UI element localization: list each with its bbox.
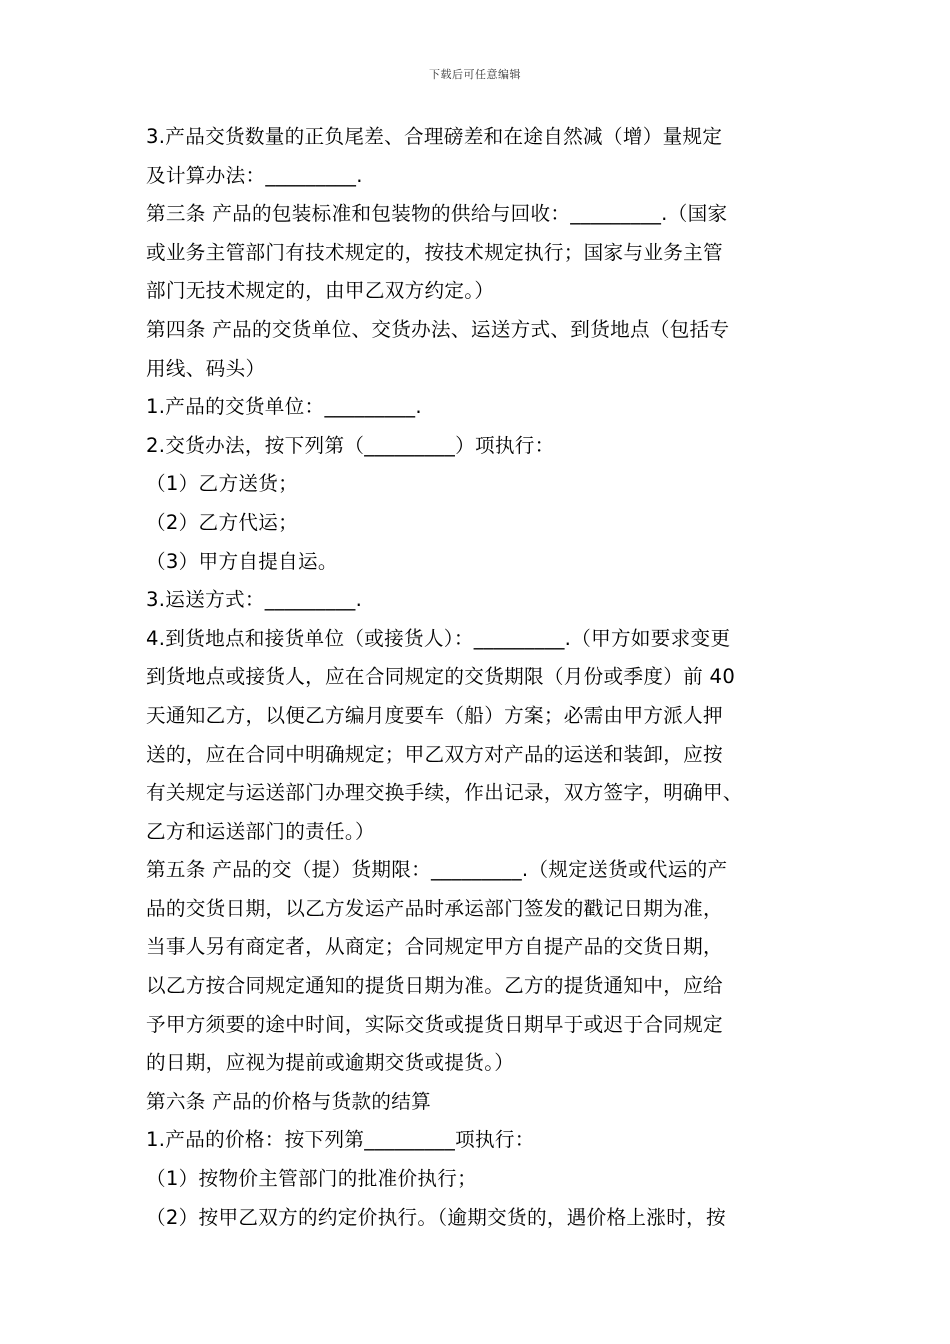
text-line: 予甲方须要的途中时间，实际交货或提货日期早于或迟于合同规定 [146,1012,723,1036]
text-line: 有关规定与运送部门办理交换手续，作出记录，双方签字，明确甲、 [146,781,743,805]
text-line: 部门无技术规定的，由甲乙双方约定。） [146,279,495,303]
text-line: 用线、码头） [146,356,266,380]
text-line: （2）乙方代运； [146,510,299,534]
text-line: 的日期，应视为提前或逾期交货或提货。） [146,1051,515,1075]
text-line: （3）甲方自提自运。 [146,549,338,573]
text-line: 以乙方按合同规定通知的提货日期为准。乙方的提货通知中，应给 [146,974,723,998]
text-line: 4.到货地点和接货单位（或接货人）：_________.（甲方如要求变更 [146,626,731,650]
text-line: 或业务主管部门有技术规定的，按技术规定执行；国家与业务主管 [146,240,723,264]
text-line: 第六条 产品的价格与货款的结算 [146,1089,432,1113]
text-line: （1）乙方送货； [146,472,299,496]
text-line: 1.产品的交货单位：_________. [146,395,422,419]
page-header: 下载后可任意编辑 [429,68,521,81]
text-line: 及计算办法：_________. [146,163,363,187]
text-line: 3.产品交货数量的正负尾差、合理磅差和在途自然减（增）量规定 [146,125,723,148]
text-line: 第五条 产品的交（提）货期限：_________.（规定送货或代运的产 [146,858,728,882]
text-line: 第三条 产品的包装标准和包装物的供给与回收：_________.（国家 [146,202,728,226]
document-body [146,118,808,1237]
text-line: 3.运送方式：_________. [146,588,363,612]
text-line: 送的，应在合同中明确规定；甲乙双方对产品的运送和装卸，应按 [146,742,723,766]
text-line: （1）按物价主管部门的批准价执行； [146,1167,478,1191]
text-line: 天通知乙方，以便乙方编月度要车（船）方案；必需由甲方派人押 [146,703,723,727]
text-line: （2）按甲乙双方的约定价执行。（逾期交货的，遇价格上涨时，按 [146,1205,726,1229]
text-line: 品的交货日期，以乙方发运产品时承运部门签发的戳记日期为准， [146,896,723,920]
text-line: 1.产品的价格：按下列第_________项执行： [146,1128,535,1152]
text-line: 2.交货办法，按下列第（_________）项执行： [146,433,555,457]
text-line: 乙方和运送部门的责任。） [146,819,375,843]
text-line: 第四条 产品的交货单位、交货办法、运送方式、到货地点（包括专 [146,317,730,341]
text-line: 当事人另有商定者，从商定；合同规定甲方自提产品的交货日期， [146,935,723,959]
text-line: 到货地点或接货人，应在合同规定的交货期限（月份或季度）前 40 [146,665,736,689]
